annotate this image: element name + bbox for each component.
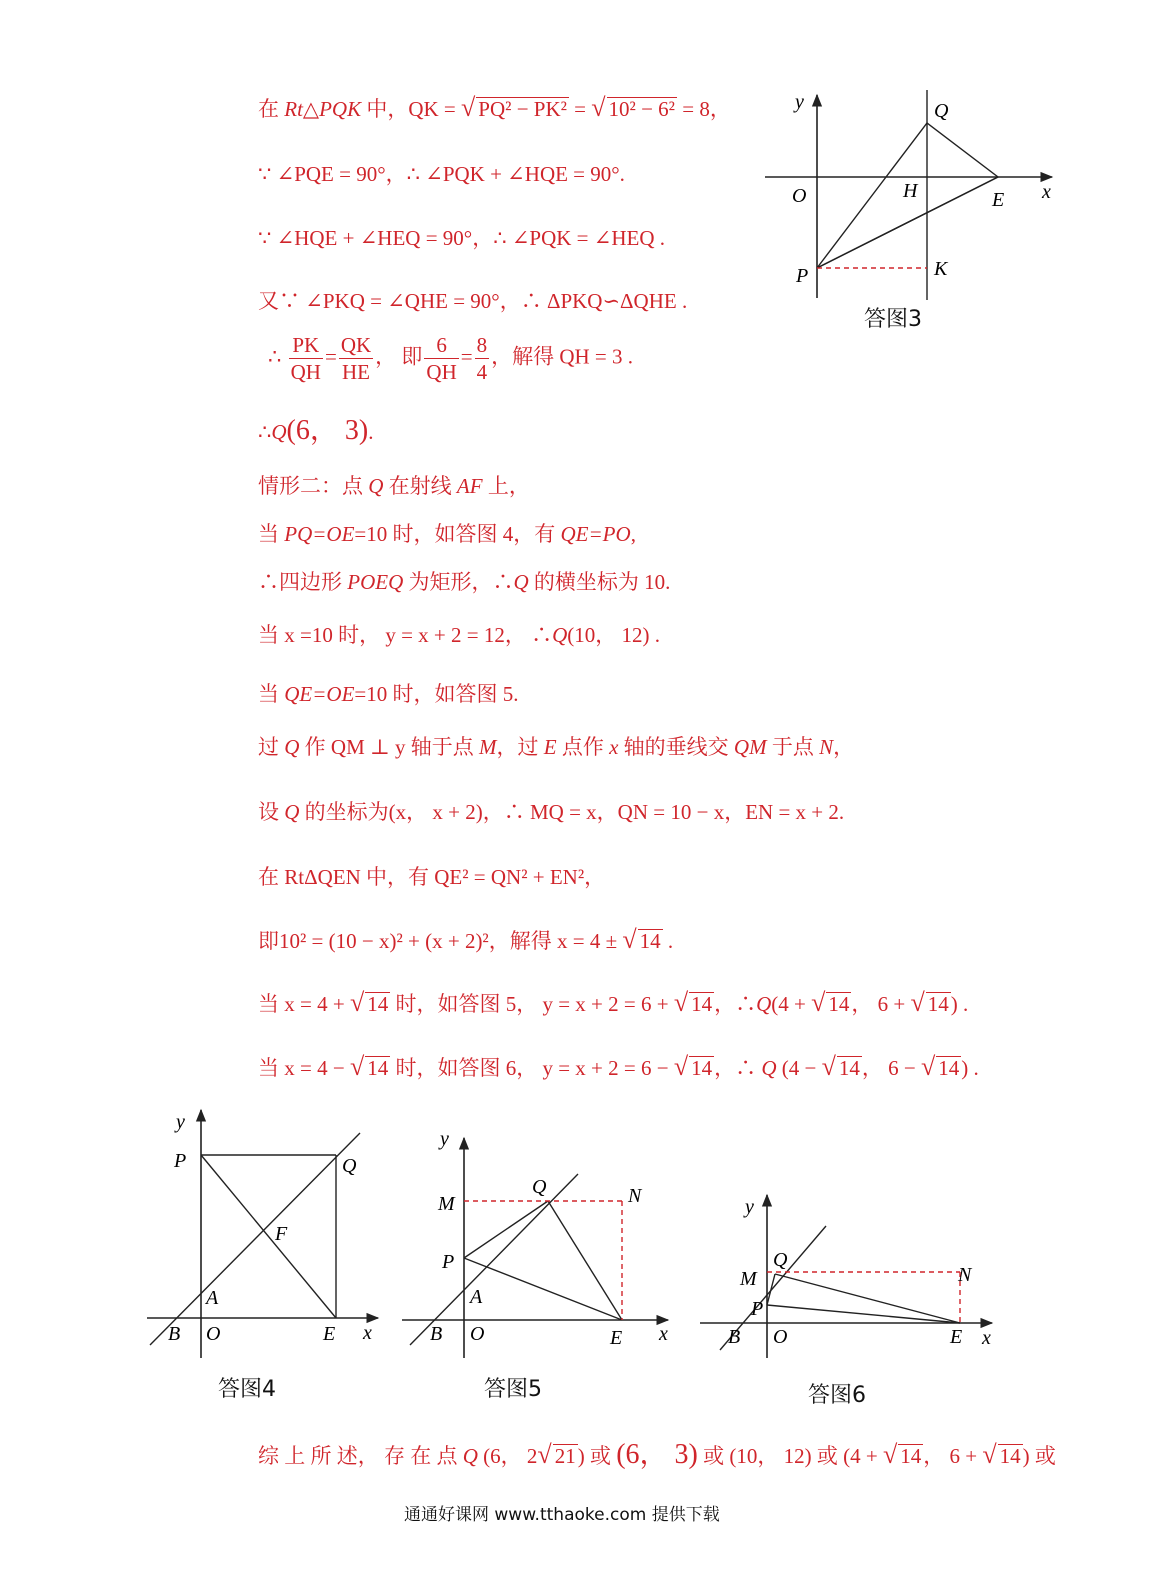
label: B (728, 1326, 741, 1348)
sqrt-sign: √ (673, 1052, 689, 1081)
text: 的横坐标为 10. (528, 570, 671, 594)
text: 当 (258, 522, 285, 546)
text: ) . (961, 1056, 979, 1080)
text: 当 (258, 682, 285, 706)
text: POEQ (347, 570, 404, 594)
text: (4 − (776, 1056, 822, 1080)
line-qe (775, 1274, 960, 1323)
label: O (470, 1323, 485, 1345)
sqrt-sign: √ (811, 988, 826, 1017)
label: x (982, 1327, 991, 1349)
label: Q (934, 100, 949, 122)
text: 点作 (556, 735, 610, 759)
text: (10， 12) . (567, 623, 661, 647)
label: H (903, 180, 918, 202)
sqrt-sign: √ (591, 93, 606, 122)
radicand: 14 (367, 1056, 389, 1080)
label: y (795, 91, 804, 113)
text: = 8， (676, 97, 731, 121)
sqrt-sign: √ (910, 988, 925, 1017)
text: QE=PO (560, 522, 631, 546)
label: E (323, 1323, 336, 1345)
figure-6-caption: 答图6 (808, 1383, 866, 1408)
text: = (568, 97, 592, 121)
text: Q (761, 1056, 777, 1080)
label: Q (532, 1176, 547, 1198)
radicand: 21 (554, 1444, 576, 1468)
radicand: 10² − 6² (608, 97, 675, 121)
text: 在射线 (383, 474, 457, 498)
text: (6， 2 (477, 1444, 538, 1468)
denominator: HE (341, 360, 370, 384)
label: x (363, 1322, 372, 1344)
sqrt-sign: √ (349, 1052, 365, 1081)
text: 在 (258, 97, 285, 121)
text: QM (733, 735, 767, 759)
numerator: 8 (476, 333, 488, 357)
label: M (438, 1193, 455, 1215)
sqrt-sign: √ (921, 1052, 936, 1081)
figure-3-caption: 答图3 (864, 307, 922, 332)
text: = (460, 344, 473, 369)
text: E (543, 735, 557, 759)
text: Rt (284, 97, 303, 121)
label: x (1042, 181, 1051, 203)
label: y (440, 1128, 449, 1150)
text: = (324, 344, 337, 369)
text: Q (756, 992, 772, 1016)
label: x (659, 1323, 668, 1345)
label: K (934, 258, 948, 280)
text: AF (456, 474, 483, 498)
line-pq (767, 1274, 775, 1305)
text: Q (552, 623, 568, 647)
figure-5-caption: 答图5 (484, 1377, 542, 1402)
label: F (275, 1223, 288, 1245)
line-3: ∵ ∠HQE + ∠HEQ = 90°，∴ ∠PQK = ∠HEQ . (258, 226, 666, 250)
sqrt-sign: √ (461, 93, 476, 122)
text: 轴的垂线交 (618, 735, 734, 759)
label: P (751, 1298, 764, 1320)
label: P (442, 1251, 455, 1273)
line-4: 又∵ ∠PKQ = ∠QHE = 90°，∴ ΔPKQ∽ΔQHE . (258, 289, 688, 313)
radicand: 14 (639, 929, 661, 953)
text: ， (833, 735, 855, 759)
label: N (958, 1264, 972, 1286)
text: QE=OE (284, 682, 355, 706)
footer-source: 通通好课网 www.tthaoke.com 提供下载 (404, 1505, 720, 1525)
label: O (206, 1323, 221, 1345)
label: A (470, 1286, 483, 1308)
text: PQK (319, 97, 362, 121)
text: 作 QM ⊥ y 轴于点 (299, 735, 480, 759)
text: 设 (258, 800, 285, 824)
text: (6， 3) (616, 1439, 698, 1470)
text: 时，如答图 6， y = x + 2 = 6 − (390, 1056, 674, 1080)
text: ， 6 + (851, 992, 911, 1016)
numerator: 6 (424, 332, 458, 359)
line-pe (767, 1305, 960, 1323)
text: PQ=OE (284, 522, 355, 546)
text: 中，QK = (361, 97, 462, 121)
radicand: 14 (367, 992, 389, 1016)
numerator: PK (289, 332, 323, 359)
text: ，∴ (714, 1056, 762, 1080)
text: 当 x =10 时， y = x + 2 = 12， ∴ (258, 623, 553, 647)
radicand: 14 (900, 1444, 922, 1468)
text: ，过 (496, 735, 544, 759)
text: ， 即 (375, 344, 423, 369)
radicand: 14 (691, 992, 713, 1016)
label: M (740, 1268, 757, 1290)
text: M (479, 735, 497, 759)
radicand: 14 (927, 992, 949, 1016)
radicand: PQ² − PK² (478, 97, 567, 121)
label: E (992, 189, 1005, 211)
text: ，∴ (714, 992, 757, 1016)
label: B (168, 1323, 181, 1345)
text: , (630, 522, 636, 546)
text: Q (271, 420, 287, 444)
line-2: ∵ ∠PQE = 90°，∴ ∠PQK + ∠HQE = 90°. (258, 162, 625, 186)
text: 综 上 所 述， 存 在 点 (258, 1444, 463, 1468)
radicand: 14 (691, 1056, 713, 1080)
text: ) 或 (577, 1444, 617, 1468)
text: Q (368, 474, 384, 498)
text: Q (513, 570, 529, 594)
text: x (609, 735, 619, 759)
text: ∴ (258, 420, 272, 444)
label: B (430, 1323, 443, 1345)
sqrt-sign: √ (537, 1440, 552, 1469)
label: O (792, 185, 807, 207)
text: Q (284, 735, 300, 759)
text: ) 或 (1022, 1444, 1056, 1468)
sqrt-sign: √ (821, 1052, 836, 1081)
text: ， 6 + (923, 1444, 983, 1468)
radicand: 14 (838, 1056, 860, 1080)
numerator: QK (340, 333, 372, 357)
text: . (662, 929, 674, 953)
text: △ (302, 97, 320, 121)
text: 为矩形，∴ (403, 570, 514, 594)
label: E (950, 1326, 963, 1348)
text: ， 6 − (861, 1056, 922, 1080)
denominator: QH (426, 360, 457, 384)
line-14: 在 RtΔQEN 中，有 QE² = QN² + EN²， (258, 865, 606, 889)
figure-4-caption: 答图4 (218, 1377, 276, 1402)
denominator: QH (290, 360, 321, 384)
text: 时，如答图 5， y = x + 2 = 6 + (390, 992, 674, 1016)
radicand: 14 (999, 1444, 1021, 1468)
label: P (174, 1150, 187, 1172)
text: Q (462, 1444, 478, 1468)
text: ∴ (268, 344, 282, 369)
text: 当 x = 4 + (258, 992, 350, 1016)
sqrt-sign: √ (882, 1440, 898, 1469)
sqrt-sign: √ (673, 988, 689, 1017)
text: =10 时，如答图 4，有 (354, 522, 561, 546)
text: =10 时，如答图 5. (354, 682, 519, 706)
text: ∴四边形 (258, 570, 348, 594)
text: Q (284, 800, 300, 824)
label: N (628, 1185, 642, 1207)
text: . (368, 420, 374, 444)
text: ) . (950, 992, 969, 1016)
text: 情形二：点 (258, 474, 369, 498)
text: ，解得 QH = 3 . (491, 344, 634, 369)
radicand: 14 (828, 992, 850, 1016)
sqrt-sign: √ (982, 1440, 997, 1469)
text: 过 (258, 735, 285, 759)
text: 的坐标为(x， x + 2)，∴ MQ = x，QN = 10 − x，EN = x + 2. (299, 800, 845, 824)
label: O (773, 1326, 788, 1348)
text: (6， 3) (286, 415, 369, 446)
text: 当 x = 4 − (258, 1056, 350, 1080)
text: (4 + (771, 992, 812, 1016)
label: Q (773, 1249, 788, 1271)
label: y (176, 1111, 185, 1133)
label: y (745, 1196, 754, 1218)
label: E (610, 1327, 623, 1349)
text: 于点 (766, 735, 820, 759)
sqrt-sign: √ (622, 925, 637, 954)
sqrt-sign: √ (349, 988, 365, 1017)
label: P (796, 265, 809, 287)
text: 或 (10， 12) 或 (4 + (697, 1444, 883, 1468)
text: N (819, 735, 834, 759)
text: 即10² = (10 − x)² + (x + 2)²，解得 x = 4 ± (258, 929, 623, 953)
denominator: 4 (476, 360, 488, 384)
label: Q (342, 1155, 357, 1177)
label: A (206, 1287, 219, 1309)
radicand: 14 (938, 1056, 960, 1080)
text: 上， (482, 474, 530, 498)
